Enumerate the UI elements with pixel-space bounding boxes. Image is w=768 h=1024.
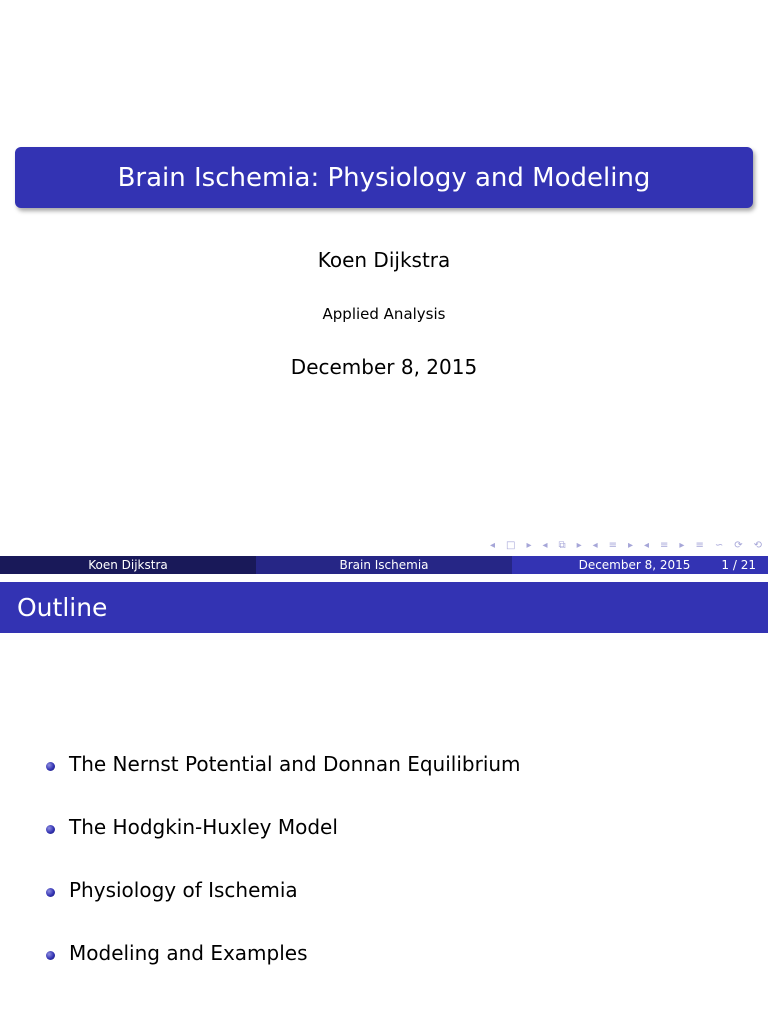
nav-next-slide-icon[interactable]: ▸ <box>526 539 532 551</box>
list-item <box>46 941 746 1004</box>
beamer-navigation-symbols[interactable] <box>490 538 762 552</box>
footer-author-cell <box>0 556 256 574</box>
nav-slide-icon[interactable]: □ <box>506 539 516 551</box>
nav-prev-subsection-icon[interactable]: ◂ <box>592 539 598 551</box>
bullet-icon <box>46 762 55 771</box>
nav-next-subsection-icon[interactable]: ▸ <box>628 539 634 551</box>
institute: Applied Analysis <box>322 305 446 323</box>
footer-date: December 8, 2015 <box>578 558 691 572</box>
bullet-icon <box>46 825 55 834</box>
presentation-date: December 8, 2015 <box>290 355 478 379</box>
nav-frame-icon[interactable]: ⧉ <box>558 539 566 551</box>
list-item <box>46 752 746 815</box>
footer-date-cell <box>512 556 768 574</box>
slide-title: Brain Ischemia: Physiology and Modeling <box>117 162 651 193</box>
list-item-text: The Nernst Potential and Donnan Equilibrium <box>69 752 521 776</box>
bullet-icon <box>46 888 55 897</box>
nav-prev-section-icon[interactable]: ◂ <box>644 539 650 551</box>
list-item <box>46 878 746 941</box>
nav-section-icon[interactable]: ≡ <box>660 539 669 551</box>
bullet-icon <box>46 951 55 960</box>
nav-next-frame-icon[interactable]: ▸ <box>576 539 582 551</box>
frame-title: Outline <box>17 593 108 622</box>
list-item-text: The Hodgkin-Huxley Model <box>69 815 338 839</box>
author-name: Koen Dijkstra <box>317 248 451 272</box>
list-item-text: Physiology of Ischemia <box>69 878 298 902</box>
nav-document-icon[interactable]: ≡ <box>695 539 704 551</box>
slide-title-box <box>15 147 753 208</box>
nav-back-icon[interactable]: ∽ <box>714 539 724 551</box>
nav-subsection-icon[interactable]: ≡ <box>608 539 618 551</box>
nav-prev-slide-icon[interactable]: ◂ <box>490 539 496 551</box>
nav-search-icon[interactable]: ⟳ <box>734 539 743 551</box>
outline-list <box>46 752 746 1004</box>
slide-footer <box>0 556 768 574</box>
nav-next-section-icon[interactable]: ▸ <box>679 539 685 551</box>
frame-title-bar <box>0 582 768 633</box>
footer-page-number: 1 / 21 <box>721 558 756 572</box>
nav-prev-frame-icon[interactable]: ◂ <box>542 539 548 551</box>
list-item <box>46 815 746 878</box>
footer-author: Koen Dijkstra <box>88 558 168 572</box>
footer-title-cell <box>256 556 512 574</box>
list-item-text: Modeling and Examples <box>69 941 308 965</box>
nav-forward-icon[interactable]: ⟲ <box>753 539 762 551</box>
footer-short-title: Brain Ischemia <box>339 558 429 572</box>
